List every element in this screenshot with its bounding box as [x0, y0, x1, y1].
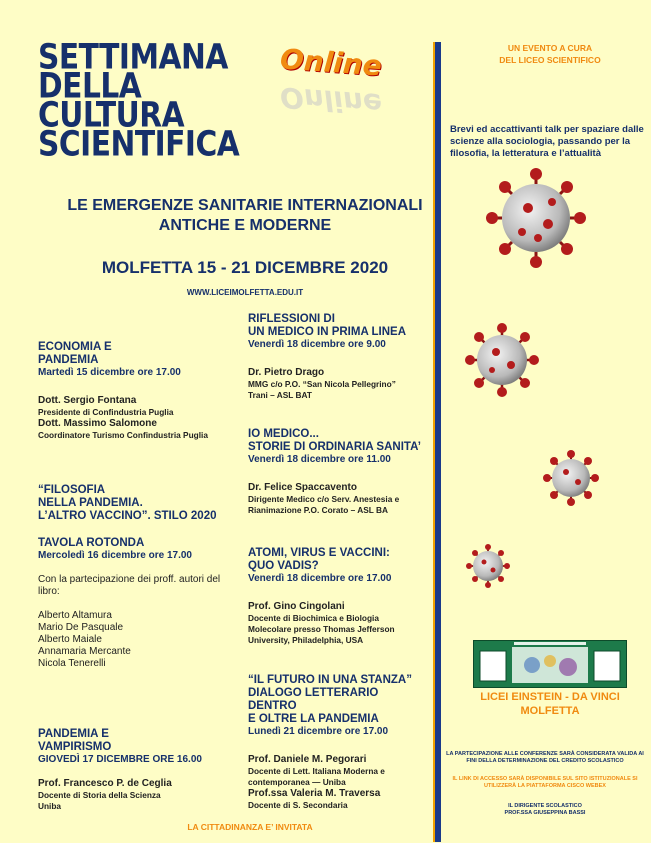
sidebar-description: Brevi ed accattivanti talk per spaziare dalle scienze alla sociologia, passando per la filosofia, la letteratura e l’attualità — [450, 124, 644, 159]
event-riflessioni: RIFLESSIONI DI UN MEDICO IN PRIMA LINEA Venerdì 18 dicembre ore 9.00 Dr. Pietro Drago MMG c/o P.O. “San Nicola Pellegrino” Trani – ASL BAT — [248, 313, 407, 400]
event-filosofia: “FILOSOFIA NELLA PANDEMIA. L’ALTRO VACCINO”. STILO 2020 TAVOLA ROTONDA Mercoledì 16 dicembre ore 17.00 Con la partecipazione dei proff. autori del libro: Alberto Altamura Mario De Pasquale Alberto Maiale Annamaria Mercante Nicola Tenerelli — [38, 484, 221, 669]
footer-invite: LA CITTADINANZA E’ INVITATA — [187, 822, 313, 832]
sidebar-header: UN EVENTO A CURA DEL LICEO SCIENTIFICO — [499, 43, 601, 65]
event-economia: ECONOMIA E PANDEMIA Martedì 15 dicembre ore 17.00 Dott. Sergio Fontana Presidente di Confindustria Puglia Dott. Massimo Salomone Coordinatore Turismo Confindustria Puglia — [38, 341, 208, 440]
school-logo-banner — [473, 640, 627, 688]
virus-icon — [486, 168, 586, 268]
licei-name: LICEI EINSTEIN - DA VINCI MOLFETTA — [480, 691, 620, 717]
event-vampirismo: PANDEMIA E VAMPIRISMO GIOVEDÌ 17 DICEMBRE ORE 16.00 Prof. Francesco P. de Ceglia Docente di Storia della Scienza Uniba — [38, 728, 202, 811]
virus-icon — [465, 323, 539, 397]
place-dates: MOLFETTA 15 - 21 DICEMBRE 2020 — [101, 258, 389, 277]
virus-icon — [466, 544, 510, 588]
online-reflection: Online — [278, 80, 383, 121]
access-note: IL LINK DI ACCESSO SARÀ DISPONIBILE SUL SITO ISTITUZIONALE SI UTILIZZERÀ LA PIATTAFORMA CISCO WEBEX — [452, 776, 638, 789]
subtitle: LE EMERGENZE SANITARIE INTERNAZIONALI ANTICHE E MODERNE — [67, 197, 423, 234]
main-title: SETTIMANA DELLA CULTURA SCIENTIFICA — [38, 36, 240, 164]
event-atomi: ATOMI, VIRUS E VACCINI: QUO VADIS? Venerdì 18 dicembre ore 17.00 Prof. Gino Cingolani Docente di Biochimica e Biologia Molecolare presso Thomas Jefferson University, Philadelphia, USA — [248, 547, 395, 645]
credit-note: LA PARTECIPAZIONE ALLE CONFERENZE SARÀ CONSIDERATA VALIDA AI FINI DELLA DETERMINAZIONE DEL CREDITO SCOLASTICO — [446, 751, 644, 764]
website-link[interactable]: WWW.LICEIMOLFETTA.EDU.IT — [186, 288, 304, 297]
online-wordart: Online — [278, 42, 383, 83]
event-io-medico: IO MEDICO... STORIE DI ORDINARIA SANITA’ Venerdì 18 dicembre ore 11.00 Dr. Felice Spaccavento Dirigente Medico c/o Serv. Anestesia e Rianimazione P.O. Corato – ASL BA — [248, 428, 421, 515]
principal-signature: IL DIRIGENTE SCOLASTICO PROF.SSA GIUSEPPINA BASSI — [504, 803, 586, 816]
virus-icon — [543, 450, 599, 506]
event-futuro: “IL FUTURO IN UNA STANZA” DIALOGO LETTERARIO DENTRO E OLTRE LA PANDEMIA Lunedì 21 dicembre ore 17.00 Prof. Daniele M. Pegorari Docente di Lett. Italiana Moderna e contemporanea — Uniba Prof.ssa Valeria M. Traversa Docente di S. Secondaria — [248, 674, 412, 810]
